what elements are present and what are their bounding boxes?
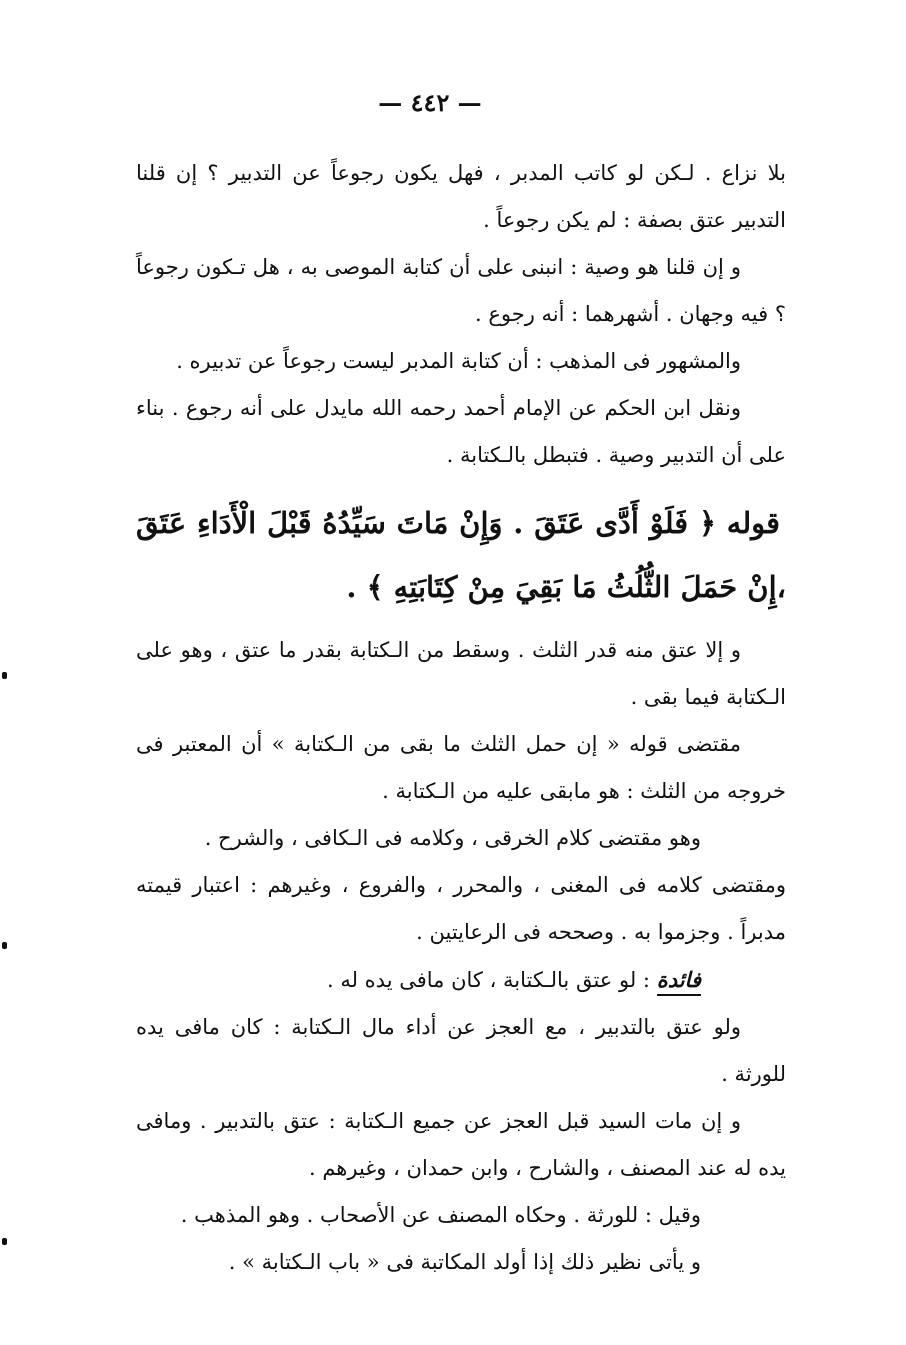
paragraph-10: و إن مات السيد قبل العجز عن جميع الـكتابة : عتق بالتدبير . ومافى يده له عند المصنف ، والشارح ، وابن حمدان ، وغيرهم . (136, 1109, 786, 1180)
quote-label: قوله (726, 506, 780, 540)
faida-text: : لو عتق بالـكتابة ، كان مافى يده له . (327, 968, 650, 992)
paragraph-5: و إلا عتق منه قدر الثلث . وسقط من الـكتابة بقدر ما عتق ، وهو على الـكتابة فيما بقى . (136, 638, 786, 709)
paragraph-6: مقتضى قوله « إن حمل الثلث ما بقى من الـكتابة » أن المعتبر فى خروجه من الثلث : هو مابقى عليه من الـكتابة . (136, 732, 786, 803)
faida-label: فائدة (657, 967, 701, 996)
quoted-text (136, 491, 786, 619)
faida-paragraph (136, 956, 786, 1004)
main-text (136, 150, 786, 1286)
paragraph-1: بلا نزاع . لـكن لو كاتب المدبر ، فهل يكون رجوعاً عن التدبير ؟ إن قلنا التدبير عتق بصفة : لم يكن رجوعاً . (136, 161, 786, 232)
paragraph-8: ومقتضى كلامه فى المغنى ، والمحرر ، والفروع ، وغيرهم : اعتبار قيمته مدبراً . وجزموا به . وصححه فى الرعايتين . (136, 873, 786, 944)
quote-body: ﴿ فَلَوْ أَدَّى عَتَقَ . وَإِنْ مَاتَ سَيِّدُهُ قَبْلَ الْأَدَاءِ عَتَقَ ،إِنْ حَمَلَ الثُّلُثُ مَا بَقِيَ مِنْ كِتَابَتِهِ ﴾ . (136, 506, 786, 604)
paragraph-12: و يأتى نظير ذلك إذا أولد المكاتبة فى « باب الـكتابة » . (228, 1250, 701, 1274)
margin-mark (2, 942, 7, 949)
paragraph-9: ولو عتق بالتدبير ، مع العجز عن أداء مال الـكتابة : كان مافى يده للورثة . (136, 1015, 786, 1086)
paragraph-3: والمشهور فى المذهب : أن كتابة المدبر ليست رجوعاً عن تدبيره . (176, 349, 741, 373)
paragraph-11: وقيل : للورثة . وحكاه المصنف عن الأصحاب . وهو المذهب . (180, 1203, 701, 1227)
margin-mark (2, 1238, 7, 1245)
paragraph-2: و إن قلنا هو وصية : انبنى على أن كتابة الموصى به ، هل تـكون رجوعاً ؟ فيه وجهان . أشهرهما : أنه رجوع . (136, 255, 786, 326)
paragraph-4: ونقل ابن الحكم عن الإمام أحمد رحمه الله مايدل على أنه رجوع . بناء على أن التدبير وصية . فتبطل بالـكتابة . (136, 396, 786, 467)
margin-mark (2, 672, 7, 679)
page-number: — ٤٤٢ — (378, 88, 482, 117)
paragraph-7: وهو مقتضى كلام الخرقى ، وكلامه فى الـكافى ، والشرح . (204, 826, 701, 850)
